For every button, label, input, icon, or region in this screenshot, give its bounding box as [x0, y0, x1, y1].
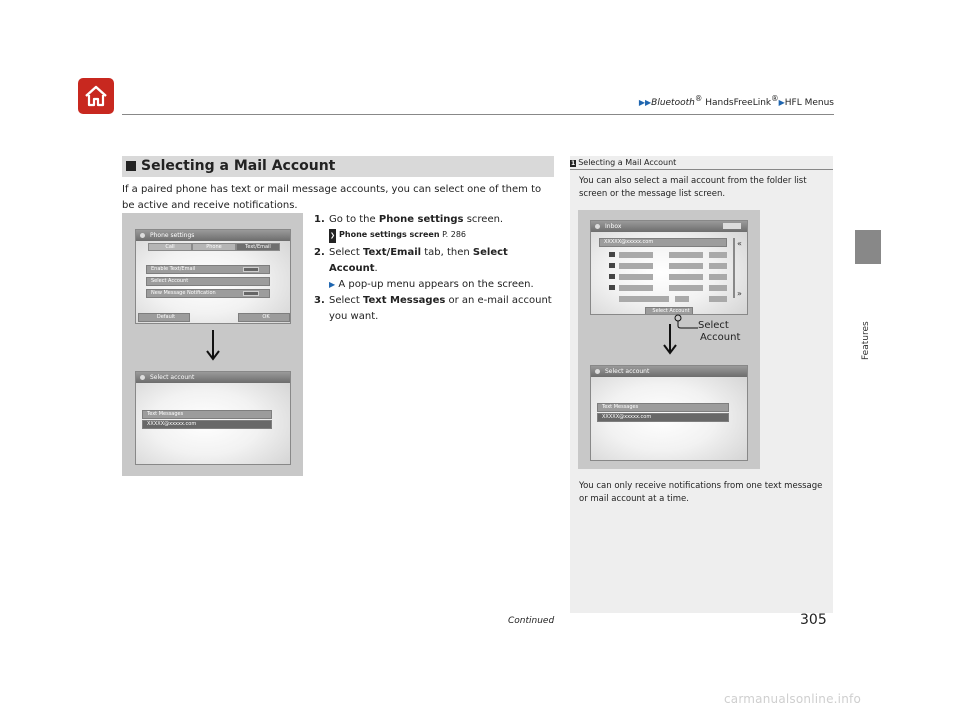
default-button[interactable]: Default: [138, 313, 190, 322]
signal-status-icon: [723, 223, 741, 229]
notes-title: 1 Selecting a Mail Account: [571, 158, 677, 167]
account-option-email[interactable]: XXXXX@xxxxx.com: [142, 420, 272, 429]
intro-paragraph: If a paired phone has text or mail message accounts, you can select one of them to be active and receive notifications.: [122, 184, 542, 211]
message-icon: [609, 252, 615, 257]
breadcrumb-arrow-icon: ▶: [778, 98, 785, 107]
watermark: carmanualsonline.info: [724, 692, 861, 706]
step-2-result: ▶ A pop-up menu appears on the screen.: [329, 279, 534, 290]
list-item[interactable]: [609, 251, 727, 259]
message-icon: [609, 263, 615, 268]
new-message-notification-row[interactable]: New Message Notification: [146, 289, 270, 298]
square-bullet-icon: [126, 161, 136, 171]
account-option-email[interactable]: XXXXX@xxxxx.com: [597, 413, 729, 422]
breadcrumb: [620, 94, 834, 108]
screen-dot-icon: [140, 233, 145, 238]
continued-label: Continued: [508, 616, 555, 626]
header-divider: [122, 114, 834, 115]
list-item[interactable]: [609, 284, 727, 292]
ok-button[interactable]: OK: [238, 313, 290, 322]
breadcrumb-handsfreelink[interactable]: HandsFreeLink: [702, 98, 772, 108]
cross-reference-link[interactable]: ❯ Phone settings screen P. 286: [314, 228, 554, 243]
scrollbar[interactable]: [733, 238, 735, 298]
tab-call[interactable]: Call: [148, 243, 192, 251]
select-account-callout: Select Account: [698, 320, 741, 343]
inbox-screen: [590, 220, 748, 315]
select-account-button[interactable]: Select Account: [645, 307, 693, 315]
message-icon: [609, 296, 615, 301]
screen-dot-icon: [595, 369, 600, 374]
step-1: 1. Go to the Phone settings screen.: [314, 214, 504, 225]
home-icon: [83, 83, 109, 109]
setting-value-chip: [243, 267, 259, 272]
setting-value-chip: [243, 291, 259, 296]
list-item[interactable]: [609, 262, 727, 270]
breadcrumb-bluetooth[interactable]: Bluetooth: [651, 98, 695, 108]
tab-phone[interactable]: Phone: [192, 243, 236, 251]
scroll-down-icon[interactable]: »: [737, 289, 742, 298]
screen-title-bar: Inbox: [591, 221, 747, 232]
chapter-tab-marker[interactable]: [855, 230, 881, 264]
page-number: 305: [800, 612, 827, 628]
screen-dot-icon: [140, 375, 145, 380]
notes-select-account-screen: [590, 365, 748, 461]
breadcrumb-arrow-icon: ▶▶: [638, 98, 652, 107]
list-item[interactable]: [609, 295, 727, 303]
home-button[interactable]: [78, 78, 114, 114]
select-account-row[interactable]: Select Account: [146, 277, 270, 286]
step-3: 3. Select Text Messages or an e-mail account you want.: [314, 295, 552, 322]
scroll-up-icon[interactable]: «: [737, 239, 742, 248]
message-icon: [609, 274, 615, 279]
inbox-account-header: XXXXX@xxxxx.com: [599, 238, 727, 247]
steps-list: [314, 212, 554, 325]
enable-text-email-row[interactable]: Enable Text/Email: [146, 265, 270, 274]
section-title: Selecting a Mail Account: [122, 156, 554, 177]
note-reference-icon: 1: [571, 160, 576, 167]
breadcrumb-hfl-menus[interactable]: HFL Menus: [784, 98, 834, 108]
step-2: 2. Select Text/Email tab, then Select Account.: [314, 247, 508, 274]
note-paragraph-2: You can only receive notifications from one text message or mail account at a time.: [579, 481, 823, 504]
screen-title-bar: Select account: [136, 372, 290, 383]
account-option-text-messages[interactable]: Text Messages: [142, 410, 272, 419]
list-item[interactable]: [609, 273, 727, 281]
result-arrow-icon: ▶: [329, 280, 336, 289]
phone-settings-screen: [135, 229, 291, 324]
down-arrow-icon: [205, 330, 221, 362]
registered-mark: ®: [694, 94, 703, 103]
down-arrow-icon: [662, 324, 678, 356]
screen-title-bar: Select account: [591, 366, 747, 377]
screen-title-bar: Phone settings: [136, 230, 290, 241]
select-account-screen: [135, 371, 291, 465]
registered-mark: ®: [771, 94, 779, 103]
screen-dot-icon: [595, 224, 600, 229]
note-paragraph-1: You can also select a mail account from the folder list screen or the message list screen.: [579, 176, 807, 199]
reference-arrow-icon: ❯: [329, 229, 336, 243]
message-icon: [609, 285, 615, 290]
notes-divider: [570, 169, 833, 170]
account-option-text-messages[interactable]: Text Messages: [597, 403, 729, 412]
tab-text-email[interactable]: Text/Email: [236, 243, 280, 251]
chapter-tab-label: Features: [861, 321, 871, 360]
